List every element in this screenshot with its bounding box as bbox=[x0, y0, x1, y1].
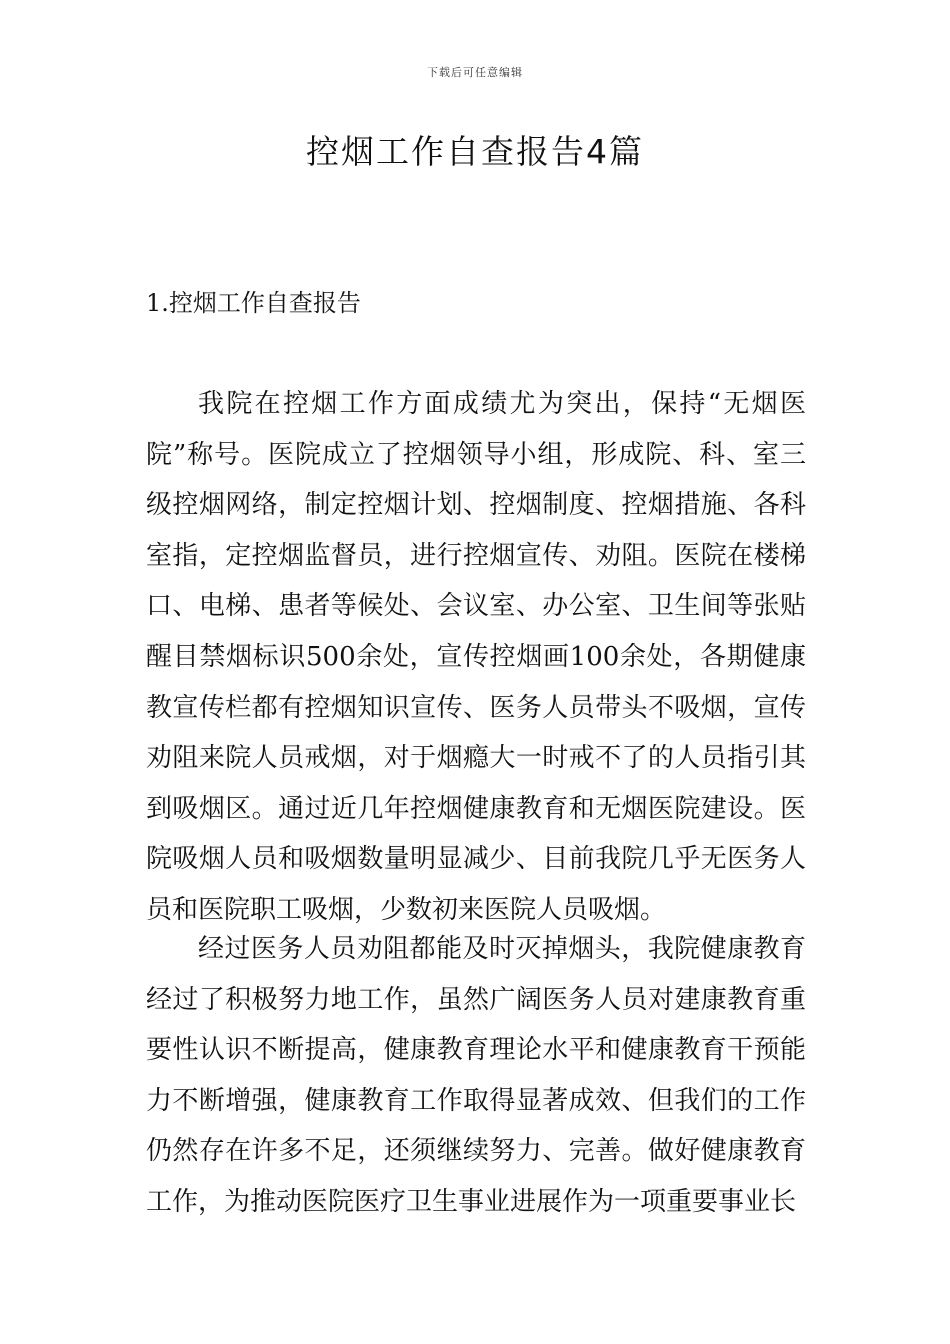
body-paragraph: 经过医务人员劝阻都能及时灭掉烟头，我院健康教育经过了积极努力地工作，虽然广阔医务人员对建康教育重要性认识不断提高，健康教育理论水平和健康教育干预能力不断增强，健康教育工作取得显著成效、但我们的工作仍然存在许多不足，还须继续努力、完善。做好健康教育工作，为推动医院医疗卫生事业进展作为一项重要事业长 bbox=[146, 934, 806, 1217]
section-heading: 1.控烟工作自查报告 bbox=[146, 289, 361, 317]
header-note: 下载后可任意编辑 bbox=[427, 66, 523, 79]
document-title: 控烟工作自查报告4篇 bbox=[306, 132, 644, 171]
body-paragraph: 我院在控烟工作方面成绩尤为突出，保持“无烟医院”称号。医院成立了控烟领导小组，形成院、科、室三级控烟网络，制定控烟计划、控烟制度、控烟措施、各科室指，定控烟监督员，进行控烟宣传、劝阻。医院在楼梯口、电梯、患者等候处、会议室、办公室、卫生间等张贴醒目禁烟标识500余处，宣传控烟画100余处，各期健康教宣传栏都有控烟知识宣传、医务人员带头不吸烟，宣传劝阻来院人员戒烟，对于烟瘾大一时戒不了的人员指引其到吸烟区。通过近几年控烟健康教育和无烟医院建设。医院吸烟人员和吸烟数量明显减少、目前我院几乎无医务人员和医院职工吸烟，少数初来医院人员吸烟。 bbox=[146, 389, 806, 925]
